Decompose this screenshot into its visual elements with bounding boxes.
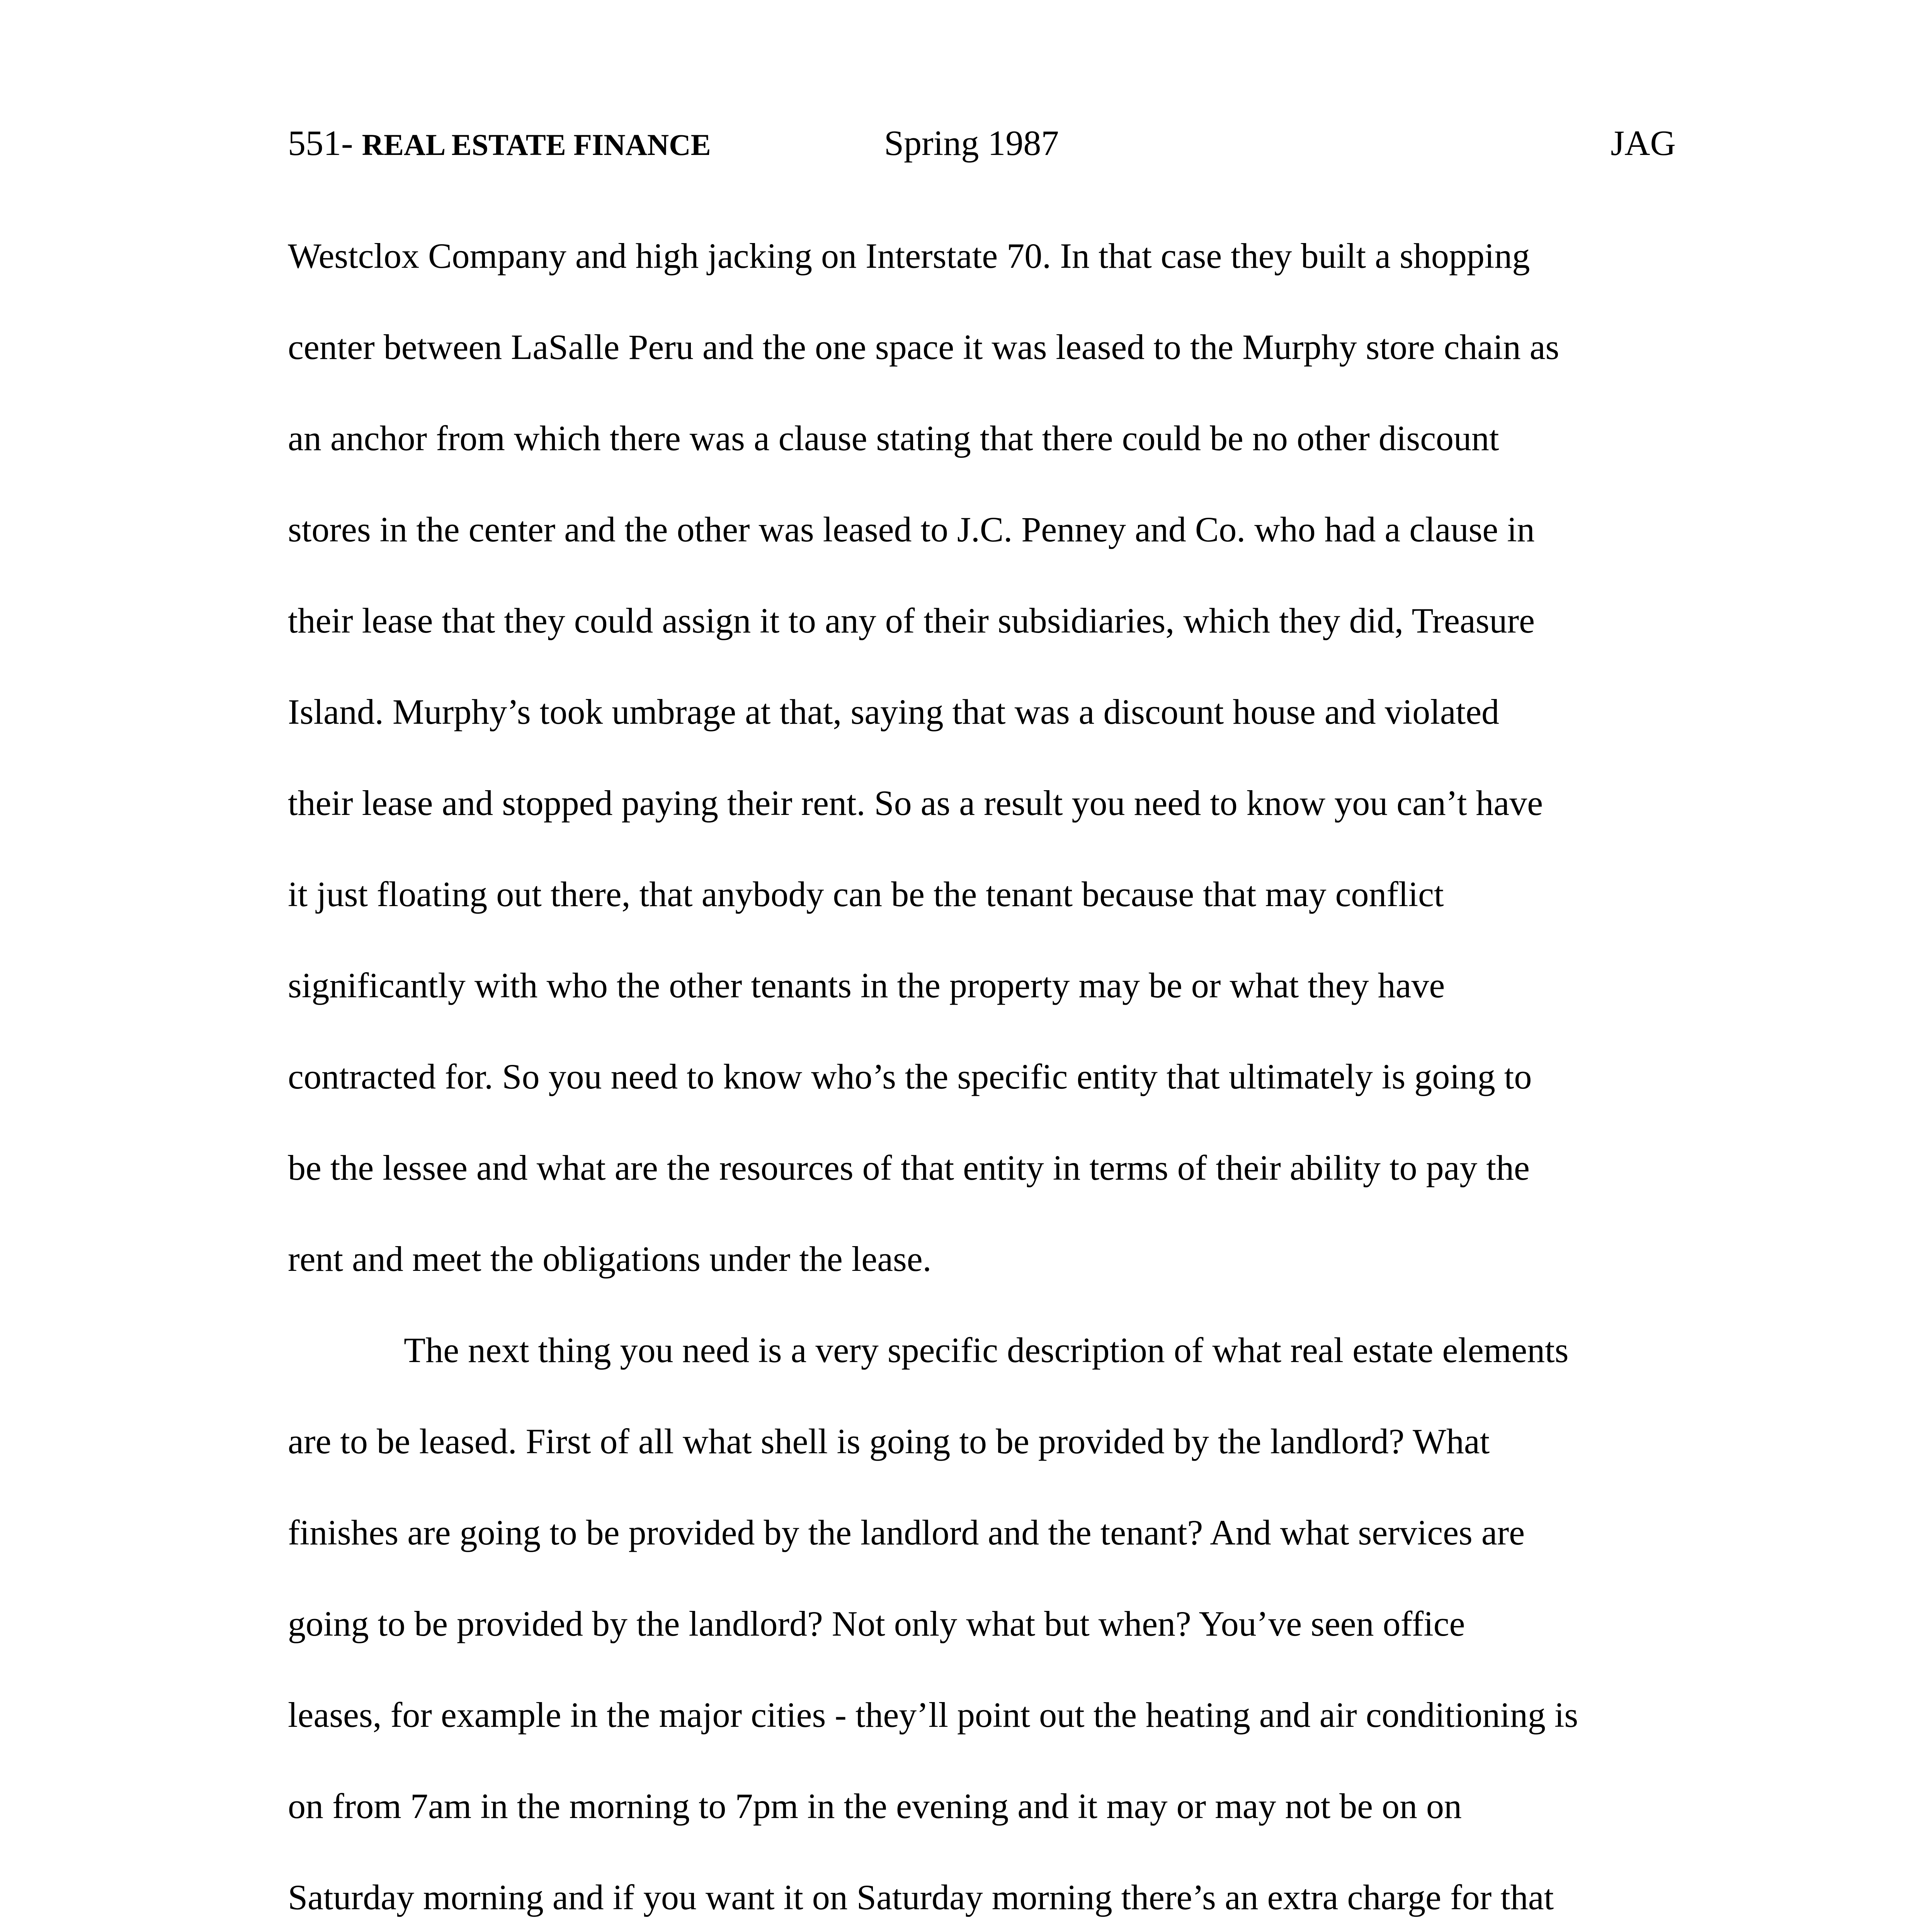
text-line: their lease that they could assign it to any of their subsidiaries, which they did, Treasure — [288, 601, 1535, 640]
text-line: an anchor from which there was a clause stating that there could be no other discount — [288, 418, 1499, 458]
text-line: stores in the center and the other was leased to J.C. Penney and Co. who had a clause in — [288, 510, 1535, 549]
text-line: Saturday morning and if you want it on Saturday morning there’s an extra charge for that — [288, 1878, 1554, 1917]
text-line: are to be leased. First of all what shell is going to be provided by the landlord? What — [288, 1422, 1490, 1461]
author-initials: JAG — [1611, 123, 1676, 163]
term-label: Spring 1987 — [884, 123, 1059, 163]
body-text — [288, 229, 1679, 1932]
text-line: finishes are going to be provided by the landlord and the tenant? And what services are — [288, 1513, 1525, 1552]
paragraph-start-line: The next thing you need is a very specific description of what real estate elements — [404, 1330, 1569, 1370]
course-number: 551- — [288, 123, 362, 163]
text-line: be the lessee and what are the resources of that entity in terms of their ability to pay the — [288, 1148, 1530, 1187]
text-line: leases, for example in the major cities - they’ll point out the heating and air conditioning is — [288, 1695, 1578, 1735]
text-line: contracted for. So you need to know who’s the specific entity that ultimately is going to — [288, 1057, 1532, 1096]
text-line: on from 7am in the morning to 7pm in the evening and it may or may not be on on — [288, 1786, 1462, 1826]
page-header — [288, 116, 1676, 170]
text-line: center between LaSalle Peru and the one space it was leased to the Murphy store chain as — [288, 327, 1560, 367]
text-line: rent and meet the obligations under the lease. — [288, 1239, 932, 1279]
text-line: Island. Murphy’s took umbrage at that, saying that was a discount house and violated — [288, 692, 1500, 731]
text-line: their lease and stopped paying their rent. So as a result you need to know you can’t have — [288, 783, 1543, 823]
text-line: going to be provided by the landlord? Not only what but when? You’ve seen office — [288, 1604, 1465, 1643]
course-name: REAL ESTATE FINANCE — [362, 128, 711, 162]
course-title — [288, 116, 711, 172]
text-line: significantly with who the other tenants in the property may be or what they have — [288, 966, 1445, 1005]
text-line: it just floating out there, that anybody can be the tenant because that may conflict — [288, 874, 1444, 914]
text-line: Westclox Company and high jacking on Interstate 70. In that case they built a shopping — [288, 236, 1530, 276]
